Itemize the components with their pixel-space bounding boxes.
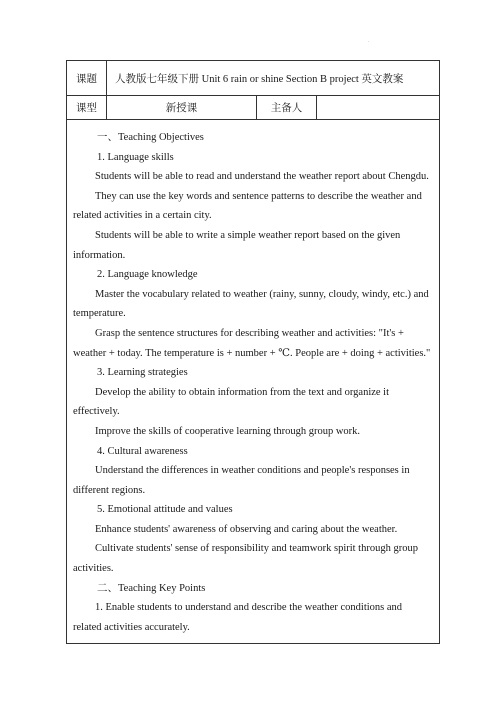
paragraph: Grasp the sentence structures for describing weather and activities: "It's + weather + today. The temperature is + number + ℃. People are + doing + activities." bbox=[73, 327, 431, 359]
section-heading: 2. Language knowledge bbox=[97, 269, 198, 281]
paragraph: Enhance students' awareness of observing and caring about the weather. bbox=[95, 523, 398, 535]
paragraph: They can use the key words and sentence patterns to describe the weather and related activities in a certain city. bbox=[73, 190, 422, 222]
section-heading: 一、Teaching Objectives bbox=[97, 132, 204, 143]
paragraph: Students will be able to read and understand the weather report about Chengdu. bbox=[95, 171, 429, 183]
lesson-plan-table bbox=[66, 60, 440, 644]
paragraph: Students will be able to write a simple weather report based on the given information. bbox=[73, 229, 401, 261]
content-cell bbox=[67, 120, 440, 644]
topic-row bbox=[67, 61, 440, 96]
section-heading: 5. Emotional attitude and values bbox=[97, 504, 233, 516]
content-row bbox=[67, 120, 440, 644]
paragraph: Improve the skills of cooperative learning through group work. bbox=[95, 425, 361, 437]
paragraph: Understand the differences in weather conditions and people's responses in different regions. bbox=[73, 465, 410, 496]
paragraph: Cultivate students' sense of responsibility and teamwork spirit through group activities. bbox=[73, 543, 418, 575]
paragraph: 1. Enable students to understand and describe the weather conditions and related activities accurately. bbox=[73, 602, 403, 633]
section-heading: 1. Language skills bbox=[97, 151, 174, 163]
type-label: 课型 bbox=[67, 96, 107, 120]
preparer-value bbox=[317, 96, 440, 120]
paragraph: Develop the ability to obtain information from the text and organize it effectively. bbox=[73, 386, 390, 418]
lesson-content bbox=[73, 128, 433, 637]
topic-label: 课题 bbox=[67, 61, 107, 96]
topic-value: 人教版七年级下册 Unit 6 rain or shine Section B project 英文教案 bbox=[107, 61, 440, 96]
section-heading: 3. Learning strategies bbox=[97, 367, 188, 379]
section-heading: 二、Teaching Key Points bbox=[97, 582, 206, 594]
type-row bbox=[67, 96, 440, 120]
page-mark: . bbox=[368, 38, 370, 44]
section-heading: 4. Cultural awareness bbox=[97, 445, 188, 457]
preparer-label: 主备人 bbox=[257, 96, 317, 120]
paragraph: Master the vocabulary related to weather (rainy, sunny, cloudy, windy, etc.) and temperature. bbox=[73, 288, 429, 320]
type-value: 新授课 bbox=[107, 96, 257, 120]
